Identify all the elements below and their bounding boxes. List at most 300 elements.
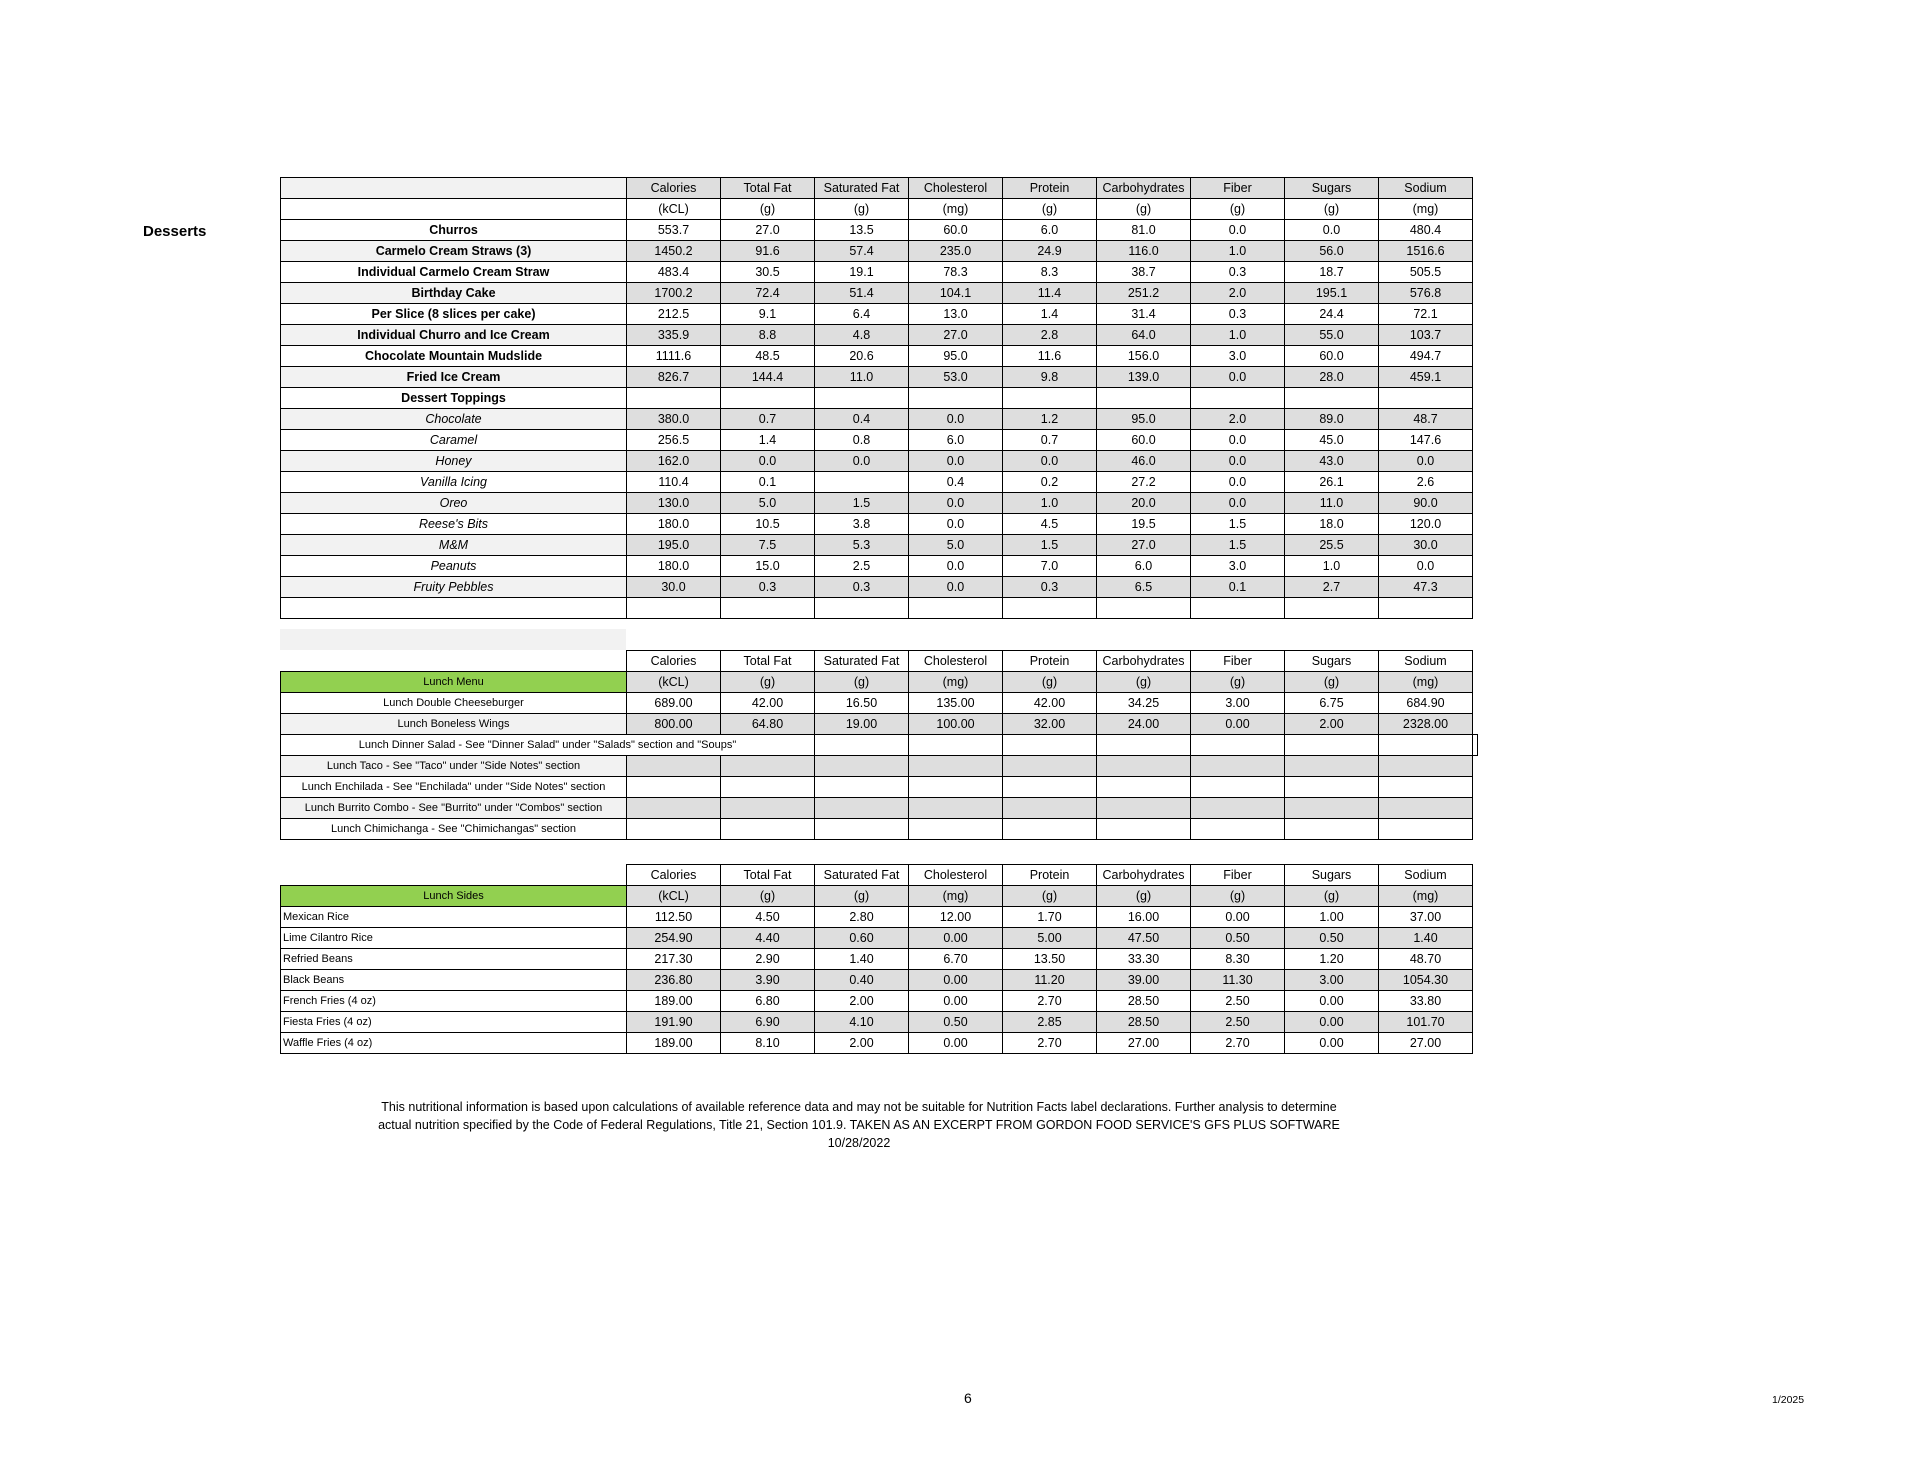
value-cell [1191, 777, 1285, 798]
value-cell [1379, 819, 1473, 840]
unit-cell: (g) [815, 199, 909, 220]
value-cell [721, 798, 815, 819]
value-cell: 0.0 [1379, 556, 1473, 577]
value-cell: 27.2 [1097, 472, 1191, 493]
value-cell: 27.00 [1097, 1033, 1191, 1054]
value-cell: 2.7 [1285, 577, 1379, 598]
value-cell: 38.7 [1097, 262, 1191, 283]
unit-cell: (mg) [1379, 672, 1473, 693]
value-cell [1097, 756, 1191, 777]
value-cell: 180.0 [627, 514, 721, 535]
value-cell [1473, 735, 1478, 756]
value-cell [1285, 756, 1379, 777]
value-cell: 0.40 [815, 970, 909, 991]
value-cell: 42.00 [1003, 693, 1097, 714]
table-row [281, 756, 1478, 777]
table-row [281, 451, 1473, 472]
value-cell: 16.50 [815, 693, 909, 714]
value-cell: 0.3 [1003, 577, 1097, 598]
value-cell: 60.0 [1097, 430, 1191, 451]
value-cell: 6.4 [815, 304, 909, 325]
table-row [281, 949, 1473, 970]
value-cell: 5.00 [1003, 928, 1097, 949]
value-cell: 95.0 [1097, 409, 1191, 430]
value-cell [815, 798, 909, 819]
value-cell: 0.00 [909, 970, 1003, 991]
value-cell [1379, 756, 1473, 777]
footnote-date: 10/28/2022 [827, 1136, 891, 1150]
value-cell: 110.4 [627, 472, 721, 493]
column-header: Saturated Fat [815, 651, 909, 672]
value-cell: 1.5 [1003, 535, 1097, 556]
value-cell [909, 388, 1003, 409]
value-cell: 18.0 [1285, 514, 1379, 535]
footnote-line-1: This nutritional information is based upon calculations of available reference data and may not be suitable for Nutrition Facts label declarations. Further analysis to determine [381, 1100, 1337, 1114]
column-header: Calories [627, 178, 721, 199]
value-cell: 101.70 [1379, 1012, 1473, 1033]
value-cell: 2.8 [1003, 325, 1097, 346]
column-header: Saturated Fat [815, 178, 909, 199]
table-row [281, 928, 1473, 949]
value-cell [1097, 735, 1191, 756]
item-name: Honey [281, 451, 627, 472]
table-row [281, 970, 1473, 991]
lunch-sides-title: Lunch Sides [281, 886, 627, 907]
value-cell [1003, 388, 1097, 409]
value-cell: 11.4 [1003, 283, 1097, 304]
value-cell: 13.50 [1003, 949, 1097, 970]
value-cell [1285, 388, 1379, 409]
value-cell: 1.4 [721, 430, 815, 451]
column-header: Sodium [1379, 651, 1473, 672]
value-cell: 212.5 [627, 304, 721, 325]
item-name: Lime Cilantro Rice [281, 928, 627, 949]
value-cell: 0.50 [1285, 928, 1379, 949]
value-cell: 19.1 [815, 262, 909, 283]
value-cell: 4.8 [815, 325, 909, 346]
value-cell [1097, 598, 1191, 619]
value-cell: 0.8 [815, 430, 909, 451]
value-cell: 28.50 [1097, 991, 1191, 1012]
unit-cell: (g) [1097, 199, 1191, 220]
value-cell: 0.00 [909, 1033, 1003, 1054]
value-cell: 27.0 [1097, 535, 1191, 556]
value-cell: 0.0 [1191, 451, 1285, 472]
value-cell: 2.5 [815, 556, 909, 577]
value-cell: 2.00 [1285, 714, 1379, 735]
item-name: Lunch Chimichanga - See "Chimichangas" section [281, 819, 627, 840]
value-cell: 1.40 [1379, 928, 1473, 949]
value-cell [627, 798, 721, 819]
value-cell: 24.00 [1097, 714, 1191, 735]
table-row [281, 735, 1478, 756]
value-cell: 2.0 [1191, 283, 1285, 304]
unit-cell: (mg) [1379, 199, 1473, 220]
unit-cell: (g) [1003, 886, 1097, 907]
value-cell: 72.1 [1379, 304, 1473, 325]
value-cell: 4.40 [721, 928, 815, 949]
column-header: Cholesterol [909, 651, 1003, 672]
value-cell: 5.3 [815, 535, 909, 556]
item-name: Lunch Dinner Salad - See "Dinner Salad" under "Salads" section and "Soups" [281, 735, 815, 756]
column-header: Calories [627, 865, 721, 886]
column-header: Sodium [1379, 865, 1473, 886]
value-cell: 8.3 [1003, 262, 1097, 283]
value-cell [815, 735, 909, 756]
value-cell: 100.00 [909, 714, 1003, 735]
value-cell: 91.6 [721, 241, 815, 262]
value-cell: 18.7 [1285, 262, 1379, 283]
value-cell: 19.00 [815, 714, 909, 735]
value-cell [815, 472, 909, 493]
value-cell: 494.7 [1379, 346, 1473, 367]
value-cell: 24.9 [1003, 241, 1097, 262]
value-cell: 1.0 [1191, 325, 1285, 346]
value-cell: 64.0 [1097, 325, 1191, 346]
value-cell [627, 819, 721, 840]
value-cell: 335.9 [627, 325, 721, 346]
footnote-line-2: actual nutrition specified by the Code of Federal Regulations, Title 21, Section 101.9. TAKEN AS AN EXCERPT FROM GORDON FOOD SERVICE'S GFS PLUS SOFTWARE [378, 1118, 1340, 1132]
table-row [281, 798, 1478, 819]
item-name: Fiesta Fries (4 oz) [281, 1012, 627, 1033]
value-cell: 57.4 [815, 241, 909, 262]
value-cell: 1.40 [815, 949, 909, 970]
value-cell: 1.0 [1285, 556, 1379, 577]
value-cell: 60.0 [909, 220, 1003, 241]
table-row [281, 304, 1473, 325]
value-cell: 0.00 [1191, 714, 1285, 735]
value-cell: 5.0 [721, 493, 815, 514]
item-name: Lunch Taco - See "Taco" under "Side Notes" section [281, 756, 627, 777]
lunch-sides-table [280, 864, 1473, 1054]
table-row [281, 325, 1473, 346]
value-cell: 12.00 [909, 907, 1003, 928]
value-cell: 81.0 [1097, 220, 1191, 241]
table-row [281, 693, 1478, 714]
value-cell: 0.0 [909, 451, 1003, 472]
value-cell: 505.5 [1379, 262, 1473, 283]
value-cell: 53.0 [909, 367, 1003, 388]
value-cell: 0.0 [1285, 220, 1379, 241]
table-row [281, 1033, 1473, 1054]
item-name: Peanuts [281, 556, 627, 577]
value-cell: 0.1 [1191, 577, 1285, 598]
table-row [281, 409, 1473, 430]
footnote [350, 1098, 1368, 1152]
value-cell: 251.2 [1097, 283, 1191, 304]
value-cell: 30.0 [627, 577, 721, 598]
value-cell: 46.0 [1097, 451, 1191, 472]
value-cell: 1111.6 [627, 346, 721, 367]
value-cell [909, 735, 1003, 756]
value-cell [1285, 819, 1379, 840]
item-name: Lunch Double Cheeseburger [281, 693, 627, 714]
value-cell: 1.5 [1191, 514, 1285, 535]
value-cell: 2.50 [1191, 991, 1285, 1012]
value-cell: 6.70 [909, 949, 1003, 970]
value-cell: 2.0 [1191, 409, 1285, 430]
value-cell: 1.70 [1003, 907, 1097, 928]
item-name: Birthday Cake [281, 283, 627, 304]
value-cell: 800.00 [627, 714, 721, 735]
value-cell: 689.00 [627, 693, 721, 714]
value-cell: 33.80 [1379, 991, 1473, 1012]
value-cell: 235.0 [909, 241, 1003, 262]
value-cell: 0.00 [1285, 1012, 1379, 1033]
value-cell: 2.00 [815, 991, 909, 1012]
value-cell: 0.00 [1285, 991, 1379, 1012]
value-cell [1379, 735, 1473, 756]
value-cell: 2.70 [1191, 1033, 1285, 1054]
value-cell: 11.0 [815, 367, 909, 388]
value-cell: 15.0 [721, 556, 815, 577]
value-cell: 6.80 [721, 991, 815, 1012]
value-cell: 116.0 [1097, 241, 1191, 262]
lunch-menu-table [280, 650, 1478, 840]
unit-cell: (g) [1191, 672, 1285, 693]
value-cell [1379, 598, 1473, 619]
value-cell [1003, 756, 1097, 777]
units-row [281, 199, 1473, 220]
item-name: Oreo [281, 493, 627, 514]
value-cell [1191, 598, 1285, 619]
value-cell [1379, 388, 1473, 409]
value-cell: 6.5 [1097, 577, 1191, 598]
value-cell: 6.75 [1285, 693, 1379, 714]
value-cell [1003, 819, 1097, 840]
value-cell: 1.20 [1285, 949, 1379, 970]
column-header-row [281, 865, 1473, 886]
value-cell: 1.4 [1003, 304, 1097, 325]
value-cell: 130.0 [627, 493, 721, 514]
value-cell: 553.7 [627, 220, 721, 241]
value-cell [1285, 735, 1379, 756]
table-row [281, 714, 1478, 735]
table-row [281, 598, 1473, 619]
value-cell: 3.8 [815, 514, 909, 535]
value-cell [909, 777, 1003, 798]
value-cell: 11.6 [1003, 346, 1097, 367]
item-name: Individual Carmelo Cream Straw [281, 262, 627, 283]
value-cell: 483.4 [627, 262, 721, 283]
value-cell [815, 819, 909, 840]
value-cell: 0.50 [1191, 928, 1285, 949]
value-cell: 95.0 [909, 346, 1003, 367]
value-cell: 1.0 [1191, 241, 1285, 262]
section-title-desserts: Desserts [143, 223, 207, 240]
item-name: French Fries (4 oz) [281, 991, 627, 1012]
item-name: Waffle Fries (4 oz) [281, 1033, 627, 1054]
value-cell [1191, 388, 1285, 409]
value-cell: 47.3 [1379, 577, 1473, 598]
unit-cell: (kCL) [627, 672, 721, 693]
value-cell: 90.0 [1379, 493, 1473, 514]
unit-cell: (kCL) [627, 199, 721, 220]
value-cell: 254.90 [627, 928, 721, 949]
value-cell: 103.7 [1379, 325, 1473, 346]
value-cell: 0.0 [909, 493, 1003, 514]
column-header: Carbohydrates [1097, 178, 1191, 199]
revision-date: 1/2025 [1772, 1394, 1805, 1406]
value-cell: 0.00 [1285, 1033, 1379, 1054]
value-cell: 27.0 [909, 325, 1003, 346]
units-blank-cell [281, 199, 627, 220]
item-name: Vanilla Icing [281, 472, 627, 493]
table-row [281, 1012, 1473, 1033]
value-cell: 48.7 [1379, 409, 1473, 430]
unit-cell: (g) [721, 672, 815, 693]
value-cell: 9.1 [721, 304, 815, 325]
value-cell: 104.1 [909, 283, 1003, 304]
value-cell: 0.00 [909, 928, 1003, 949]
value-cell: 0.0 [1191, 367, 1285, 388]
value-cell: 28.50 [1097, 1012, 1191, 1033]
column-header: Protein [1003, 865, 1097, 886]
column-header: Sugars [1285, 865, 1379, 886]
value-cell: 24.4 [1285, 304, 1379, 325]
value-cell: 147.6 [1379, 430, 1473, 451]
table-row [281, 777, 1478, 798]
value-cell: 64.80 [721, 714, 815, 735]
table-row [281, 514, 1473, 535]
value-cell: 0.0 [909, 556, 1003, 577]
value-cell: 55.0 [1285, 325, 1379, 346]
value-cell [815, 777, 909, 798]
item-name [281, 598, 627, 619]
value-cell: 6.0 [909, 430, 1003, 451]
value-cell: 2.00 [815, 1033, 909, 1054]
column-header-row [281, 178, 1473, 199]
unit-cell: (kCL) [627, 886, 721, 907]
value-cell [627, 777, 721, 798]
column-header: Protein [1003, 178, 1097, 199]
value-cell: 1.2 [1003, 409, 1097, 430]
value-cell [1097, 777, 1191, 798]
table-row [281, 241, 1473, 262]
value-cell: 217.30 [627, 949, 721, 970]
value-cell: 0.0 [909, 514, 1003, 535]
value-cell [1379, 777, 1473, 798]
value-cell: 236.80 [627, 970, 721, 991]
value-cell [627, 598, 721, 619]
value-cell: 45.0 [1285, 430, 1379, 451]
unit-cell: (g) [815, 886, 909, 907]
header-blank-cell [281, 651, 627, 672]
table-row [281, 220, 1473, 241]
value-cell [1191, 756, 1285, 777]
value-cell: 0.4 [909, 472, 1003, 493]
item-name: Mexican Rice [281, 907, 627, 928]
value-cell [627, 388, 721, 409]
column-header: Cholesterol [909, 865, 1003, 886]
value-cell: 162.0 [627, 451, 721, 472]
unit-cell: (g) [721, 199, 815, 220]
item-name: Lunch Enchilada - See "Enchilada" under "Side Notes" section [281, 777, 627, 798]
column-header: Protein [1003, 651, 1097, 672]
value-cell: 9.8 [1003, 367, 1097, 388]
unit-cell: (g) [1191, 199, 1285, 220]
item-name: Lunch Boneless Wings [281, 714, 627, 735]
value-cell: 189.00 [627, 1033, 721, 1054]
value-cell [815, 598, 909, 619]
table-row [281, 388, 1473, 409]
value-cell [909, 598, 1003, 619]
value-cell: 0.3 [1191, 262, 1285, 283]
value-cell: 1.0 [1003, 493, 1097, 514]
value-cell: 139.0 [1097, 367, 1191, 388]
value-cell [909, 819, 1003, 840]
value-cell [1285, 598, 1379, 619]
value-cell: 78.3 [909, 262, 1003, 283]
value-cell: 0.00 [1191, 907, 1285, 928]
table-row [281, 283, 1473, 304]
value-cell: 4.5 [1003, 514, 1097, 535]
value-cell: 576.8 [1379, 283, 1473, 304]
item-name: Carmelo Cream Straws (3) [281, 241, 627, 262]
value-cell: 2.50 [1191, 1012, 1285, 1033]
value-cell: 0.1 [721, 472, 815, 493]
table-row [281, 262, 1473, 283]
value-cell: 1054.30 [1379, 970, 1473, 991]
value-cell: 0.60 [815, 928, 909, 949]
value-cell: 0.2 [1003, 472, 1097, 493]
item-name: Caramel [281, 430, 627, 451]
value-cell: 39.00 [1097, 970, 1191, 991]
value-cell: 4.10 [815, 1012, 909, 1033]
value-cell: 1700.2 [627, 283, 721, 304]
value-cell: 195.1 [1285, 283, 1379, 304]
value-cell: 13.0 [909, 304, 1003, 325]
value-cell [909, 756, 1003, 777]
value-cell: 156.0 [1097, 346, 1191, 367]
column-header: Calories [627, 651, 721, 672]
value-cell: 7.0 [1003, 556, 1097, 577]
value-cell [1191, 735, 1285, 756]
unit-cell: (g) [1191, 886, 1285, 907]
unit-cell: (g) [1003, 672, 1097, 693]
column-header: Fiber [1191, 178, 1285, 199]
value-cell: 135.00 [909, 693, 1003, 714]
value-cell [721, 777, 815, 798]
value-cell: 11.30 [1191, 970, 1285, 991]
value-cell: 0.0 [1191, 472, 1285, 493]
value-cell [1191, 798, 1285, 819]
value-cell: 2.85 [1003, 1012, 1097, 1033]
value-cell: 0.50 [909, 1012, 1003, 1033]
table-row [281, 577, 1473, 598]
value-cell: 0.3 [721, 577, 815, 598]
unit-cell: (g) [721, 886, 815, 907]
value-cell: 7.5 [721, 535, 815, 556]
unit-cell: (mg) [1379, 886, 1473, 907]
value-cell: 28.0 [1285, 367, 1379, 388]
column-header: Carbohydrates [1097, 651, 1191, 672]
item-name: Black Beans [281, 970, 627, 991]
value-cell: 30.5 [721, 262, 815, 283]
unit-cell: (g) [1003, 199, 1097, 220]
unit-cell: (g) [1285, 672, 1379, 693]
value-cell: 0.0 [909, 409, 1003, 430]
unit-cell: (g) [1097, 886, 1191, 907]
value-cell: 27.00 [1379, 1033, 1473, 1054]
item-name: Churros [281, 220, 627, 241]
value-cell [1285, 777, 1379, 798]
value-cell: 195.0 [627, 535, 721, 556]
value-cell: 6.90 [721, 1012, 815, 1033]
value-cell: 0.0 [1191, 493, 1285, 514]
value-cell: 16.00 [1097, 907, 1191, 928]
value-cell: 0.7 [1003, 430, 1097, 451]
